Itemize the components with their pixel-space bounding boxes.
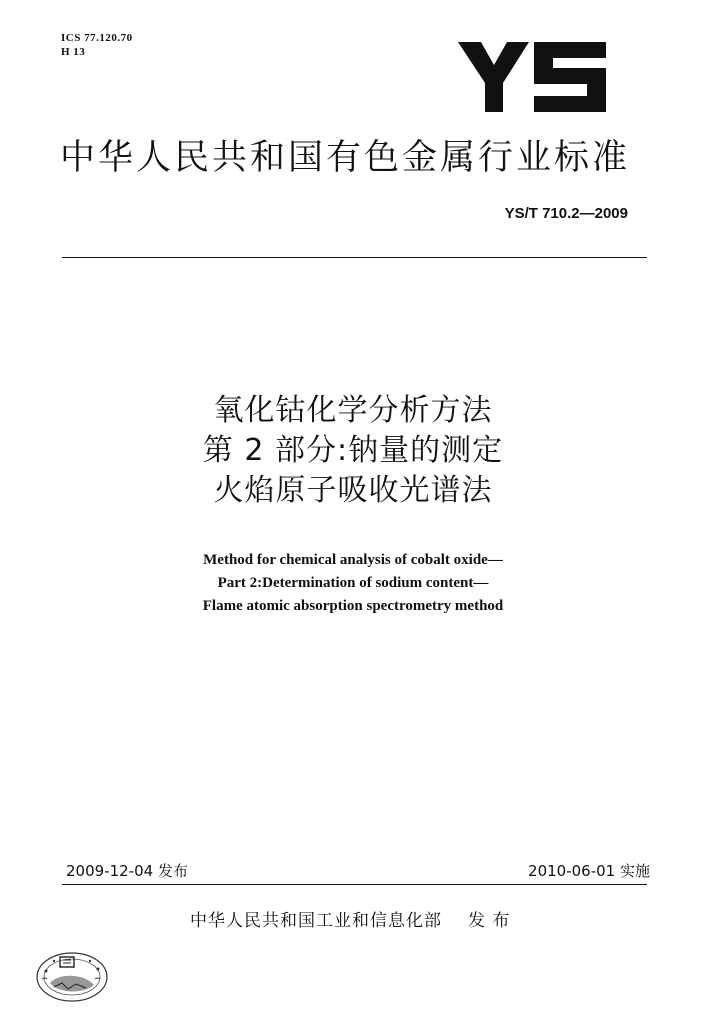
industry-standard-title: 中华人民共和国有色金属行业标准 [60,138,631,178]
library-seal-stamp [32,943,112,1005]
publisher-name: 中华人民共和国工业和信息化部 [190,911,442,931]
english-title-line-1: Method for chemical analysis of cobalt oxide— [203,552,503,568]
english-title-line-3: Flame atomic absorption spectrometry method [202,598,504,614]
ics-code: ICS 77.120.70 [61,32,133,44]
chinese-title-line-1: 氧化钴化学分析方法 [213,393,493,428]
issue-date: 2009-12-04 发布 [66,862,188,880]
ys-logo [456,40,608,114]
top-divider [62,257,647,258]
bottom-divider [62,884,647,885]
chinese-title-line-2: 第 2 部分:钠量的测定 [202,433,504,468]
standard-number: YS/T 710.2—2009 [504,205,628,222]
publish-action: 发 布 [468,911,511,931]
chinese-title [0,391,706,511]
classification-codes [61,31,133,59]
english-title-line-2: Part 2:Determination of sodium content— [217,575,489,591]
ccs-code: H 13 [61,46,86,58]
chinese-title-line-3: 火焰原子吸收光谱法 [213,473,493,508]
english-title [0,549,706,618]
effective-date: 2010-06-01 实施 [528,862,650,880]
publisher-line [190,910,510,932]
